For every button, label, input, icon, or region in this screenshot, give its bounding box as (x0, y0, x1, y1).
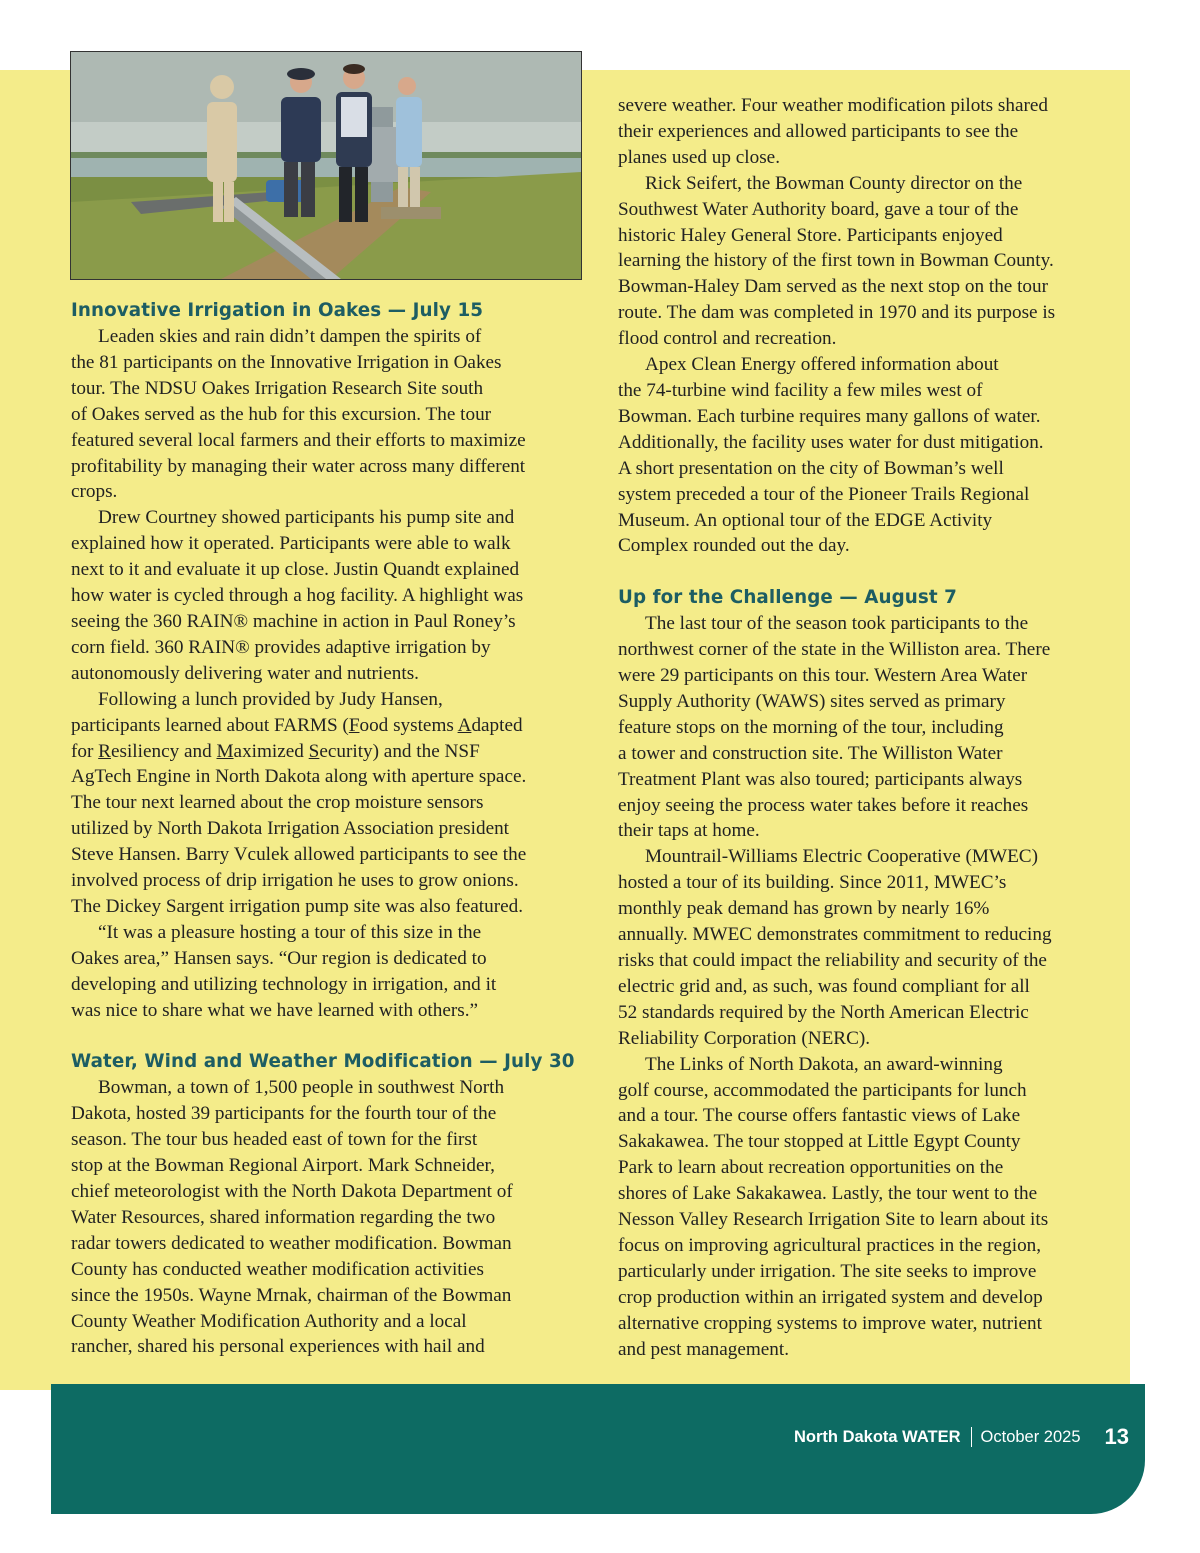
text-line: Apex Clean Energy offered information about (645, 354, 999, 376)
text-line: Drew Courtney showed participants his pump site and (98, 507, 515, 529)
acronym-letter: S (308, 740, 320, 762)
text-line: profitability by managing their water across many different (71, 455, 526, 477)
text-fragment: participants learned about FARMS ( (71, 714, 349, 736)
text-line: crops. (71, 481, 118, 503)
section-spacer (71, 1023, 587, 1049)
text-line: developing and utilizing technology in irrigation, and it (71, 973, 497, 995)
text-line: the 81 participants on the Innovative Irrigation in Oakes (71, 351, 502, 373)
text-line: flood control and recreation. (618, 328, 837, 350)
text-line: County has conducted weather modification activities (71, 1258, 484, 1280)
text-line: hosted a tour of its building. Since 2011, MWEC’s (618, 872, 1007, 894)
page-footer (51, 1384, 1145, 1514)
text-line: AgTech Engine in North Dakota along with aperture space. (71, 766, 527, 788)
text-line: particularly under irrigation. The site seeks to improve (618, 1260, 1037, 1282)
text-fragment: dapted (471, 714, 523, 736)
text-line: The Dickey Sargent irrigation pump site was also featured. (71, 895, 524, 917)
text-line: Bowman, a town of 1,500 people in southwest North (98, 1077, 505, 1099)
section-heading-weather: Water, Wind and Weather Modification — July 30 (71, 1051, 575, 1073)
text-line: of Oakes served as the hub for this excursion. The tour (71, 403, 492, 425)
text-line: route. The dam was completed in 1970 and its purpose is (618, 302, 1056, 324)
text-line: Leaden skies and rain didn’t dampen the spirits of (98, 326, 482, 347)
section-spacer (618, 559, 1118, 585)
text-line: was nice to share what we have learned with others.” (71, 999, 479, 1021)
weather-paragraph-continued (618, 93, 1118, 171)
text-line: tour. The NDSU Oakes Irrigation Research Site south (71, 377, 484, 399)
text-line: Supply Authority (WAWS) sites served as primary (618, 690, 1006, 712)
acronym-letter: M (216, 740, 234, 762)
text-line: corn field. 360 RAIN® provides adaptive irrigation by (71, 636, 491, 658)
text-line: northwest corner of the state in the Williston area. There (618, 639, 1051, 661)
page-number: 13 (1104, 1424, 1129, 1449)
text-line: Treatment Plant was also toured; participants always (618, 768, 1023, 790)
text-line: The Links of North Dakota, an award-winning (645, 1053, 1003, 1075)
right-text-column (618, 93, 1118, 1362)
text-line: A short presentation on the city of Bowman’s well (618, 457, 1004, 479)
text-line: Museum. An optional tour of the EDGE Activity (618, 509, 993, 531)
text-line: their experiences and allowed participants to see the (618, 120, 1019, 142)
text-line: how water is cycled through a hog facility. A highlight was (71, 585, 524, 607)
text-line: involved process of drip irrigation he uses to grow onions. (71, 870, 519, 892)
text-line: The last tour of the season took participants to the (645, 613, 1029, 635)
text-line: annually. MWEC demonstrates commitment to reducing (618, 924, 1052, 946)
challenge-paragraph-1 (618, 611, 1118, 844)
text-line: and pest management. (618, 1338, 790, 1360)
text-line: historic Haley General Store. Participants enjoyed (618, 224, 1003, 246)
oakes-paragraph-farms (71, 687, 587, 920)
text-line: crop production within an irrigated system and develop (618, 1286, 1043, 1308)
text-line: and a tour. The course offers fantastic views of Lake (618, 1105, 1021, 1127)
acronym-letter: F (348, 714, 360, 736)
publication-name: North Dakota WATER (794, 1427, 961, 1446)
text-line: the 74-turbine wind facility a few miles west of (618, 379, 983, 401)
irrigation-tour-photo (70, 51, 582, 280)
text-line: Park to learn about recreation opportunities on the (618, 1157, 1004, 1179)
text-line: a tower and construction site. The Williston Water (618, 742, 1003, 764)
text-line: seeing the 360 RAIN® machine in action in Paul Roney’s (71, 610, 516, 632)
issue-date: October 2025 (980, 1427, 1081, 1446)
text-line: their taps at home. (618, 820, 760, 842)
text-line: The tour next learned about the crop moisture sensors (71, 792, 484, 814)
text-line: Bowman-Haley Dam served as the next stop on the tour (618, 276, 1049, 298)
text-fragment: for (71, 740, 99, 762)
text-line: Complex rounded out the day. (618, 535, 850, 557)
text-line: utilized by North Dakota Irrigation Association president (71, 818, 510, 840)
text-line: monthly peak demand has grown by nearly 16% (618, 898, 990, 920)
text-line: risks that could impact the reliability and security of the (618, 949, 1047, 971)
text-line: electric grid and, as such, was found compliant for all (618, 975, 1030, 997)
text-line: chief meteorologist with the North Dakota Department of (71, 1180, 513, 1202)
text-line: since the 1950s. Wayne Mrnak, chairman of the Bowman (71, 1284, 512, 1306)
text-line: learning the history of the first town in Bowman County. (618, 250, 1054, 272)
text-line: Southwest Water Authority board, gave a tour of the (618, 198, 1019, 220)
text-line: Mountrail-Williams Electric Cooperative (MWEC) (645, 846, 1038, 868)
text-line: radar towers dedicated to weather modification. Bowman (71, 1232, 512, 1254)
oakes-paragraph-2 (71, 505, 587, 686)
text-line: 52 standards required by the North American Electric (618, 1001, 1029, 1023)
challenge-paragraph-3 (618, 1052, 1118, 1363)
text-line: Sakakawea. The tour stopped at Little Egypt County (618, 1131, 1021, 1153)
oakes-paragraph-1 (71, 324, 587, 505)
weather-paragraph-2 (618, 171, 1118, 352)
text-fragment: esiliency and (110, 740, 217, 762)
text-line: focus on improving agricultural practices in the region, (618, 1234, 1042, 1256)
text-line: severe weather. Four weather modification pilots shared (618, 95, 1048, 116)
text-line: stop at the Bowman Regional Airport. Mark Schneider, (71, 1155, 495, 1177)
text-line-farms-acronym (71, 713, 587, 739)
text-line: Dakota, hosted 39 participants for the fourth tour of the (71, 1103, 497, 1125)
text-line: Water Resources, shared information regarding the two (71, 1206, 496, 1228)
left-text-column (71, 298, 587, 1360)
text-line: Oakes area,” Hansen says. “Our region is dedicated to (71, 947, 487, 969)
text-line: system preceded a tour of the Pioneer Trails Regional (618, 483, 1030, 505)
text-line: next to it and evaluate it up close. Justin Quandt explained (71, 559, 520, 581)
text-line: were 29 participants on this tour. Western Area Water (618, 665, 1028, 687)
weather-paragraph-3 (618, 352, 1118, 559)
text-line: “It was a pleasure hosting a tour of this size in the (98, 921, 482, 943)
text-line: featured several local farmers and their efforts to maximize (71, 429, 526, 451)
text-line: Additionally, the facility uses water for dust mitigation. (618, 431, 1044, 453)
text-line: rancher, shared his personal experiences with hail and (71, 1336, 485, 1358)
text-line: Steve Hansen. Barry Vculek allowed participants to see the (71, 844, 527, 866)
text-line-farms-acronym (71, 739, 587, 765)
section-heading-challenge: Up for the Challenge — August 7 (618, 587, 957, 609)
challenge-paragraph-2 (618, 844, 1118, 1051)
acronym-letter: A (457, 714, 472, 736)
text-fragment: aximized (233, 740, 309, 762)
text-line: season. The tour bus headed east of town for the first (71, 1129, 478, 1151)
footer-info (794, 1424, 1129, 1450)
text-line: planes used up close. (618, 146, 780, 168)
text-fragment: ood systems (359, 714, 458, 736)
oakes-quote-paragraph (71, 920, 587, 1024)
photo-illustration (71, 52, 581, 279)
text-line: Rick Seifert, the Bowman County director on the (645, 172, 1023, 194)
text-line: Nesson Valley Research Irrigation Site to learn about its (618, 1209, 1049, 1231)
text-line: Following a lunch provided by Judy Hansen, (98, 688, 443, 710)
text-line: golf course, accommodated the participants for lunch (618, 1079, 1027, 1101)
text-line: enjoy seeing the process water takes before it reaches (618, 794, 1029, 816)
text-line: Bowman. Each turbine requires many gallons of water. (618, 405, 1041, 427)
text-line: shores of Lake Sakakawea. Lastly, the tour went to the (618, 1183, 1038, 1205)
text-line: autonomously delivering water and nutrients. (71, 662, 419, 684)
section-heading-oakes: Innovative Irrigation in Oakes — July 15 (71, 300, 484, 321)
text-fragment: ecurity) and the NSF (319, 740, 480, 762)
text-line: County Weather Modification Authority and a local (71, 1310, 467, 1332)
text-line: Reliability Corporation (NERC). (618, 1027, 871, 1049)
text-line: feature stops on the morning of the tour, including (618, 716, 1004, 738)
weather-paragraph-1 (71, 1075, 587, 1360)
text-line: alternative cropping systems to improve water, nutrient (618, 1312, 1042, 1334)
acronym-letter: R (98, 740, 111, 762)
footer-divider (971, 1427, 972, 1447)
text-line: explained how it operated. Participants were able to walk (71, 533, 511, 555)
